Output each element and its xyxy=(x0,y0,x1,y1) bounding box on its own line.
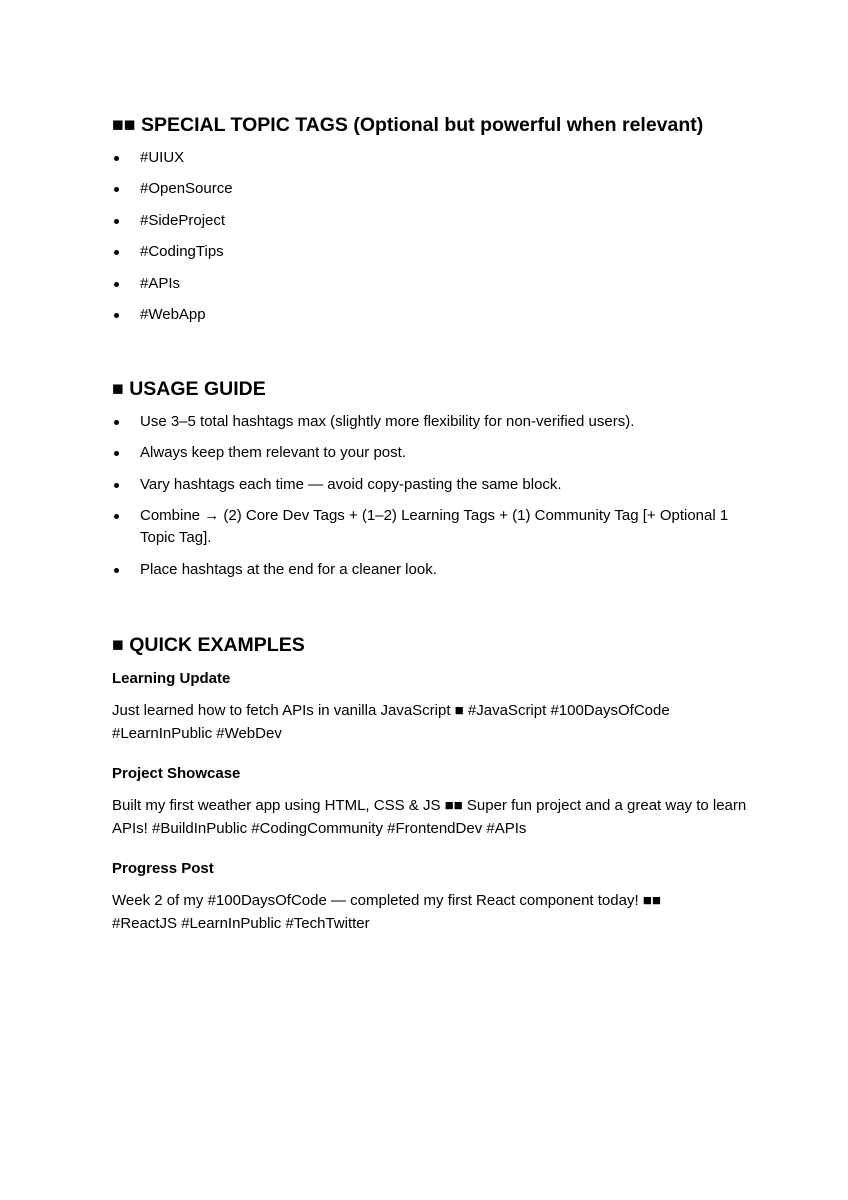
list-item: #OpenSource xyxy=(112,178,752,200)
list-item: #SideProject xyxy=(112,210,752,232)
example-title: Project Showcase xyxy=(112,765,241,782)
example-block xyxy=(112,668,752,745)
example-title: Progress Post xyxy=(112,860,214,877)
list-item: Always keep them relevant to your post. xyxy=(112,442,752,464)
bullet-icon xyxy=(114,219,119,224)
example-block xyxy=(112,858,752,935)
list-item: #APIs xyxy=(112,273,752,295)
quick-examples-section xyxy=(112,633,752,935)
special-topic-tags-list xyxy=(112,147,752,326)
example-block xyxy=(112,763,752,840)
list-item: Use 3–5 total hashtags max (slightly more flexibility for non-verified users). xyxy=(112,411,752,433)
example-title: Learning Update xyxy=(112,670,231,687)
example-text: Week 2 of my #100DaysOfCode — completed my first React component today! ■■ #ReactJS #LearnInPublic #TechTwitter xyxy=(112,892,661,932)
list-item: Vary hashtags each time — avoid copy-pasting the same block. xyxy=(112,474,752,496)
bullet-icon xyxy=(114,451,119,456)
bullet-icon xyxy=(114,187,119,192)
usage-guide-section xyxy=(112,377,752,581)
bullet-icon xyxy=(114,282,119,287)
bullet-icon xyxy=(114,156,119,161)
special-topic-tags-heading: ■■ SPECIAL TOPIC TAGS (Optional but powerful when relevant) xyxy=(112,114,704,136)
bullet-icon xyxy=(114,514,119,519)
bullet-icon xyxy=(114,420,119,425)
bullet-icon xyxy=(114,483,119,488)
usage-guide-heading: ■ USAGE GUIDE xyxy=(112,378,266,400)
list-item: Combine → (2) Core Dev Tags + (1–2) Learning Tags + (1) Community Tag [+ Optional 1 Topic Tag]. xyxy=(112,505,730,549)
quick-examples-heading: ■ QUICK EXAMPLES xyxy=(112,634,305,656)
bullet-icon xyxy=(114,313,119,318)
list-item: Place hashtags at the end for a cleaner look. xyxy=(112,559,752,581)
bullet-icon xyxy=(114,568,119,573)
example-text: Built my first weather app using HTML, CSS & JS ■■ Super fun project and a great way to learn APIs! #BuildInPublic #CodingCommunity #FrontendDev #APIs xyxy=(112,797,747,837)
list-item: #WebApp xyxy=(112,304,752,326)
usage-guide-list xyxy=(112,411,752,581)
example-text: Just learned how to fetch APIs in vanilla JavaScript ■ #JavaScript #100DaysOfCode #LearnInPublic #WebDev xyxy=(112,702,670,742)
bullet-icon xyxy=(114,250,119,255)
special-topic-tags-section xyxy=(112,113,752,326)
list-item: #CodingTips xyxy=(112,241,752,263)
list-item: #UIUX xyxy=(112,147,752,169)
